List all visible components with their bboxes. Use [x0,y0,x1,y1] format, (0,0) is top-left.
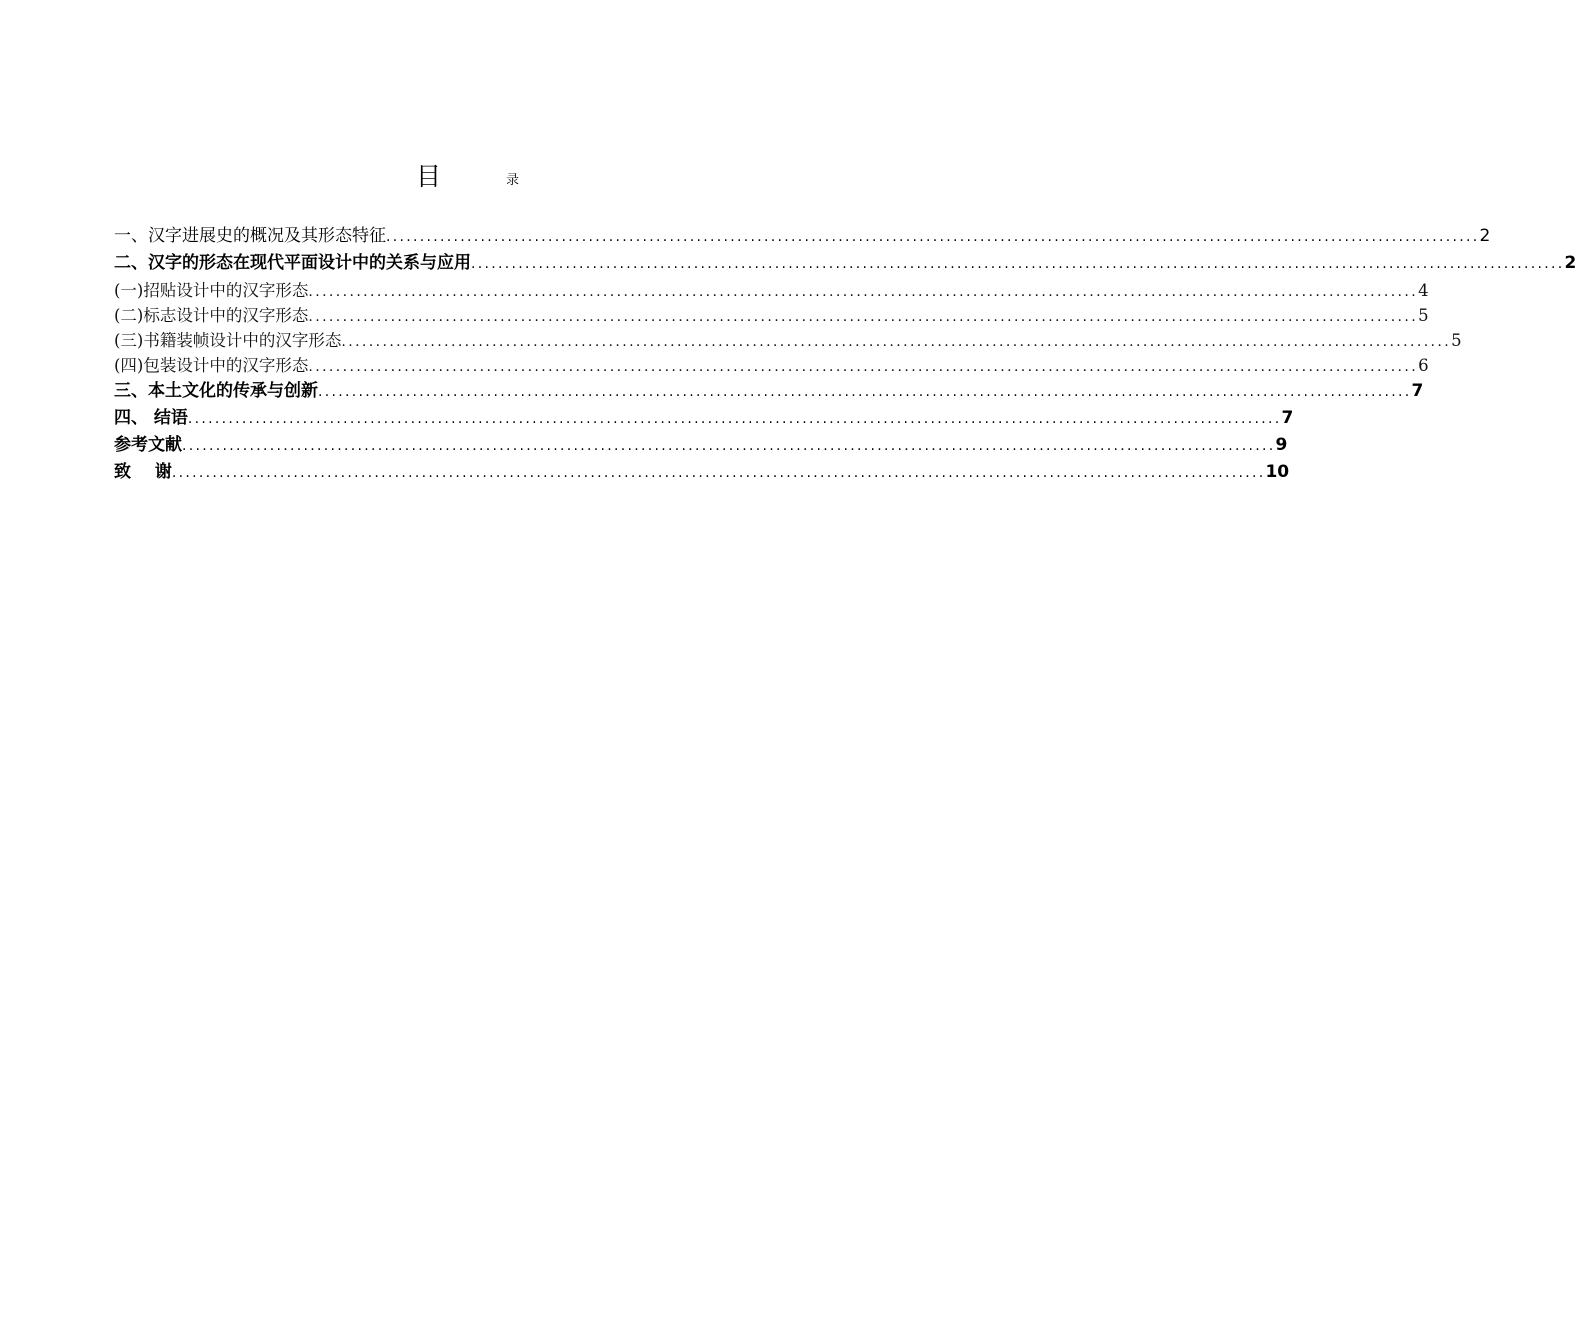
toc-heading-sub: 录 [506,173,520,188]
dot-leader: .................................................................................................................................................................. [318,384,1412,400]
toc-page-number: 7 [1411,381,1424,401]
toc-entry-title: 二、汉字的形态在现代平面设计中的关系与应用 [114,253,471,273]
toc-page-number: 2 [1479,226,1491,246]
dot-leader: .................................................................................................................................................................. [308,359,1419,375]
dot-leader: .................................................................................................................................................................. [471,256,1565,272]
toc-entry-title: (一)招贴设计中的汉字形态 [114,281,309,300]
toc-entry-2-3[interactable] [114,328,1462,353]
toc-entry-title: 参考文献 [114,435,182,455]
toc-page-number: 4 [1418,281,1429,300]
toc-heading-main: 目 [416,162,442,191]
toc-page-number: 5 [1451,331,1462,350]
toc-entry-references[interactable] [114,432,1288,459]
toc-entry-title: 一、汉字进展史的概况及其形态特征 [114,226,386,246]
dot-leader: .................................................................................................................................................................. [308,284,1419,300]
table-of-contents [114,223,1576,486]
toc-page-number: 5 [1418,306,1429,325]
toc-entry-acknowledgements[interactable] [114,459,1290,486]
toc-entry-title: 三、本土文化的传承与创新 [114,381,318,401]
toc-entry-2-2[interactable] [114,303,1429,328]
dot-leader: .................................................................................................................................................................. [171,465,1266,481]
toc-entry-title: (三)书籍装帧设计中的汉字形态 [114,331,342,350]
toc-entry-title: (二)标志设计中的汉字形态 [114,306,309,325]
toc-entry-4[interactable] [114,405,1294,432]
toc-entry-2-1[interactable] [114,278,1429,303]
dot-leader: .................................................................................................................................................................. [187,411,1282,427]
toc-page-number: 7 [1281,408,1294,428]
toc-entry-1[interactable] [114,223,1491,250]
dot-leader: .................................................................................................................................................................. [341,334,1452,350]
toc-entry-title: 四、 结语 [114,408,188,428]
toc-entry-2-4[interactable] [114,353,1429,378]
dot-leader: .................................................................................................................................................................. [386,229,1480,245]
toc-entry-2[interactable] [114,250,1576,277]
toc-page-number: 10 [1265,462,1290,482]
toc-page-number: 2 [1564,253,1576,273]
toc-entry-title: (四)包装设计中的汉字形态 [114,356,309,375]
toc-entry-title: 致 谢 [114,462,172,482]
toc-entry-3[interactable] [114,378,1424,405]
toc-page-number: 9 [1275,435,1288,455]
dot-leader: .................................................................................................................................................................. [308,309,1419,325]
dot-leader: .................................................................................................................................................................. [182,438,1276,454]
toc-page-number: 6 [1418,356,1429,375]
toc-heading [0,160,950,200]
